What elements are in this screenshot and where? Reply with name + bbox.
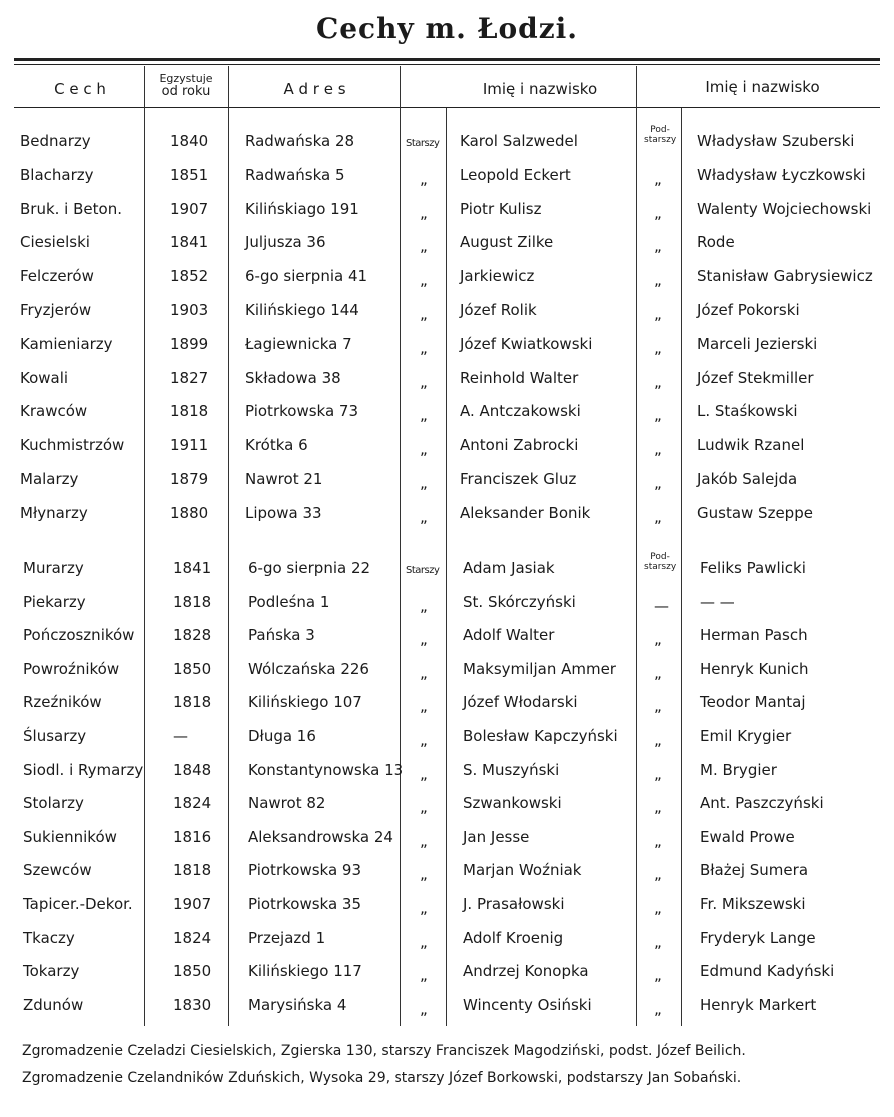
cell-rok: 1907 <box>173 895 212 913</box>
cell-name-podstarszy: Jakób Salejda <box>697 470 798 488</box>
cell-rank-podstarszy <box>654 236 662 256</box>
cell-rank-starszy: „ <box>420 237 428 255</box>
cell-rank-podstarszy <box>654 696 662 716</box>
cell-name-podstarszy: Władysław Szuberski <box>697 132 855 150</box>
rank-podstarszy-line1: „ <box>654 204 662 222</box>
rank-podstarszy-line1: „ <box>654 664 662 682</box>
cell-rank-podstarszy <box>654 270 662 290</box>
cell-rank-podstarszy <box>654 473 662 493</box>
cell-rank-podstarszy <box>644 552 676 572</box>
cell-adres: Lipowa 33 <box>245 504 322 522</box>
table-row <box>0 232 894 266</box>
rank-podstarszy-line1: „ <box>654 373 662 391</box>
cell-adres: Przejazd 1 <box>248 929 326 947</box>
rank-podstarszy-line1: „ <box>654 933 662 951</box>
cell-adres: Juljusza 36 <box>245 233 326 251</box>
rank-podstarszy-line1: „ <box>654 1000 662 1018</box>
header-adres: A d r e s <box>283 80 346 98</box>
cell-name-starszy: Bolesław Kapczyński <box>463 727 618 745</box>
cell-rok: 1903 <box>170 301 209 319</box>
rank-podstarszy-line1: „ <box>654 966 662 984</box>
footer-note-2: Zgromadzenie Czelandników Zduńskich, Wysoka 29, starszy Józef Borkowski, podstarszy Jan Sobański. <box>22 1070 742 1086</box>
cell-name-starszy: Jan Jesse <box>463 828 530 846</box>
cell-name-starszy: A. Antczakowski <box>460 402 581 420</box>
rank-podstarszy-line1: Pod- <box>650 552 670 562</box>
cell-adres: Łagiewnicka 7 <box>245 335 352 353</box>
header-cech: C e c h <box>54 80 106 98</box>
table-row <box>0 435 894 469</box>
header-year <box>146 72 226 98</box>
table-row <box>0 625 894 659</box>
cell-name-podstarszy: Błażej Sumera <box>700 861 809 879</box>
footer-note-1: Zgromadzenie Czeladzi Ciesielskich, Zgierska 130, starszy Franciszek Magodziński, podst. Józef Beilich. <box>22 1043 746 1059</box>
cell-rank-podstarszy <box>654 965 662 985</box>
cell-name-podstarszy: Fryderyk Lange <box>700 929 816 947</box>
cell-rok: 1851 <box>170 166 209 184</box>
cell-cech: Stolarzy <box>23 794 84 812</box>
cell-rok: 1818 <box>170 402 209 420</box>
rank-podstarszy-line1: — <box>654 597 669 615</box>
cell-rok: 1818 <box>173 693 212 711</box>
table-row <box>0 401 894 435</box>
cell-rok: 1907 <box>170 200 209 218</box>
cell-rank-starszy: Starszy <box>406 565 440 576</box>
cell-rok: 1911 <box>170 436 209 454</box>
cell-rok: 1899 <box>170 335 209 353</box>
rank-podstarszy-line1: „ <box>654 899 662 917</box>
cell-rank-podstarszy <box>654 898 662 918</box>
rank-podstarszy-line1: „ <box>654 865 662 883</box>
table-row <box>0 692 894 726</box>
table-row <box>0 125 894 165</box>
rank-podstarszy-line2: starszy <box>644 135 677 145</box>
cell-rank-podstarszy <box>654 203 662 223</box>
cell-name-podstarszy: Ludwik Rzanel <box>697 436 805 454</box>
cell-adres: Podleśna 1 <box>248 593 330 611</box>
cell-cech: Piekarzy <box>23 593 86 611</box>
cell-adres: Kilińskiago 191 <box>245 200 359 218</box>
cell-rok: 1818 <box>173 861 212 879</box>
cell-rank-podstarszy <box>654 730 662 750</box>
cell-cech: Malarzy <box>20 470 79 488</box>
cell-rank-podstarszy <box>654 439 662 459</box>
title-rule-thin <box>14 64 880 65</box>
cell-rank-podstarszy <box>654 864 662 884</box>
cell-name-starszy: Jarkiewicz <box>460 267 535 285</box>
cell-name-starszy: St. Skórczyński <box>463 593 576 611</box>
cell-name-starszy: J. Prasałowski <box>463 895 565 913</box>
cell-name-podstarszy: Stanisław Gabrysiewicz <box>697 267 873 285</box>
cell-name-starszy: Adam Jasiak <box>463 559 555 577</box>
table-row <box>0 199 894 233</box>
cell-name-starszy: Leopold Eckert <box>460 166 571 184</box>
cell-name-starszy: S. Muszyński <box>463 761 560 779</box>
cell-rank-starszy: „ <box>420 933 428 951</box>
cell-name-starszy: Marjan Woźniak <box>463 861 582 879</box>
cell-rank-starszy: „ <box>420 832 428 850</box>
table-row <box>0 300 894 334</box>
cell-cech: Tkaczy <box>23 929 75 947</box>
cell-rank-podstarszy <box>654 372 662 392</box>
cell-rank-podstarszy <box>654 596 669 616</box>
cell-rok: 1828 <box>173 626 212 644</box>
cell-cech: Siodl. i Rymarzy <box>23 761 144 779</box>
cell-adres: 6-go sierpnia 22 <box>248 559 371 577</box>
rank-podstarszy-line1: „ <box>654 731 662 749</box>
cell-rok: 1827 <box>170 369 209 387</box>
cell-name-starszy: Aleksander Bonik <box>460 504 591 522</box>
cell-adres: Konstantynowska 13 <box>248 761 404 779</box>
cell-rank-starszy: „ <box>420 865 428 883</box>
cell-rank-starszy: „ <box>420 1000 428 1018</box>
cell-adres: 6-go sierpnia 41 <box>245 267 368 285</box>
cell-name-starszy: Antoni Zabrocki <box>460 436 579 454</box>
cell-name-starszy: Józef Rolik <box>460 301 537 319</box>
table-row <box>0 334 894 368</box>
cell-adres: Kilińskiego 117 <box>248 962 362 980</box>
rank-podstarszy-line1: „ <box>654 765 662 783</box>
cell-rank-starszy: „ <box>420 406 428 424</box>
table-row <box>0 995 894 1029</box>
cell-rank-starszy: „ <box>420 339 428 357</box>
rank-podstarszy-line1: „ <box>654 630 662 648</box>
cell-name-podstarszy: Rode <box>697 233 735 251</box>
table-row <box>0 894 894 928</box>
cell-name-starszy: Andrzej Konopka <box>463 962 589 980</box>
cell-cech: Szewców <box>23 861 92 879</box>
cell-name-podstarszy: L. Staśkowski <box>697 402 798 420</box>
cell-name-starszy: Józef Kwiatkowski <box>460 335 593 353</box>
cell-rank-starszy: „ <box>420 373 428 391</box>
cell-rank-starszy: „ <box>420 899 428 917</box>
cell-rank-podstarszy <box>654 405 662 425</box>
cell-adres: Nawrot 82 <box>248 794 326 812</box>
header-year-line2: od roku <box>161 84 211 99</box>
cell-name-starszy: Maksymiljan Ammer <box>463 660 616 678</box>
cell-name-podstarszy: Emil Krygier <box>700 727 792 745</box>
cell-name-podstarszy: Józef Pokorski <box>697 301 800 319</box>
cell-name-podstarszy: Henryk Markert <box>700 996 817 1014</box>
cell-name-starszy: Franciszek Gluz <box>460 470 577 488</box>
cell-cech: Powroźników <box>23 660 120 678</box>
cell-rank-starszy: „ <box>420 474 428 492</box>
cell-rok: 1841 <box>173 559 212 577</box>
cell-rank-starszy: „ <box>420 765 428 783</box>
cell-cech: Blacharzy <box>20 166 94 184</box>
cell-adres: Pańska 3 <box>248 626 315 644</box>
cell-adres: Marysińska 4 <box>248 996 347 1014</box>
cell-cech: Murarzy <box>23 559 84 577</box>
cell-adres: Krótka 6 <box>245 436 308 454</box>
rank-podstarszy-line1: „ <box>654 406 662 424</box>
rank-podstarszy-line1: „ <box>654 832 662 850</box>
cell-cech: Bruk. i Beton. <box>20 200 122 218</box>
cell-rank-starszy: „ <box>420 664 428 682</box>
cell-adres: Piotrkowska 93 <box>248 861 361 879</box>
cell-rok: 1830 <box>173 996 212 1014</box>
cell-rok: 1852 <box>170 267 209 285</box>
table-row <box>0 469 894 503</box>
cell-rok: — <box>173 727 188 745</box>
cell-name-starszy: Szwankowski <box>463 794 562 812</box>
cell-rank-starszy: „ <box>420 731 428 749</box>
cell-name-podstarszy: Ant. Paszczyński <box>700 794 824 812</box>
cell-name-podstarszy: Marceli Jezierski <box>697 335 818 353</box>
cell-rank-podstarszy <box>654 338 662 358</box>
rank-podstarszy-line1: „ <box>654 305 662 323</box>
cell-rank-podstarszy <box>654 831 662 851</box>
rank-podstarszy-line1: „ <box>654 237 662 255</box>
cell-name-podstarszy: Herman Pasch <box>700 626 808 644</box>
cell-adres: Wólczańska 226 <box>248 660 369 678</box>
cell-adres: Kilińskiego 144 <box>245 301 359 319</box>
cell-cech: Felczerów <box>20 267 94 285</box>
cell-rank-podstarszy <box>654 764 662 784</box>
cell-rank-starszy: „ <box>420 798 428 816</box>
cell-cech: Tokarzy <box>23 962 80 980</box>
cell-rank-podstarszy <box>654 932 662 952</box>
cell-rank-podstarszy <box>654 629 662 649</box>
rank-podstarszy-line1: „ <box>654 697 662 715</box>
cell-rank-starszy: „ <box>420 966 428 984</box>
cell-name-starszy: Reinhold Walter <box>460 369 579 387</box>
cell-cech: Rzeźników <box>23 693 102 711</box>
cell-name-podstarszy: Walenty Wojciechowski <box>697 200 872 218</box>
cell-adres: Kilińskiego 107 <box>248 693 362 711</box>
table-row <box>0 165 894 199</box>
cell-rok: 1841 <box>170 233 209 251</box>
cell-rank-podstarszy <box>654 169 662 189</box>
cell-name-podstarszy: Feliks Pawlicki <box>700 559 806 577</box>
cell-cech: Kamieniarzy <box>20 335 113 353</box>
table-row <box>0 793 894 827</box>
cell-name-podstarszy: Henryk Kunich <box>700 660 809 678</box>
cell-rok: 1824 <box>173 794 212 812</box>
cell-adres: Długa 16 <box>248 727 316 745</box>
cell-rank-starszy: „ <box>420 204 428 222</box>
rank-podstarszy-line1: „ <box>654 271 662 289</box>
cell-name-starszy: Karol Salzwedel <box>460 132 578 150</box>
cell-adres: Piotrkowska 73 <box>245 402 358 420</box>
rank-podstarszy-line1: „ <box>654 798 662 816</box>
cell-name-starszy: Wincenty Osiński <box>463 996 592 1014</box>
title-rule <box>14 58 880 61</box>
cell-rank-starszy: „ <box>420 440 428 458</box>
rank-podstarszy-line2: starszy <box>644 562 677 572</box>
cell-rok: 1880 <box>170 504 209 522</box>
rank-podstarszy-line1: „ <box>654 440 662 458</box>
cell-cech: Zdunów <box>23 996 84 1014</box>
rank-podstarszy-line1: „ <box>654 170 662 188</box>
cell-rank-podstarszy <box>654 507 662 527</box>
cell-name-starszy: Józef Włodarski <box>463 693 578 711</box>
rank-podstarszy-line1: „ <box>654 508 662 526</box>
header-imie-2: Imię i nazwisko <box>705 78 820 96</box>
cell-adres: Radwańska 5 <box>245 166 345 184</box>
cell-name-podstarszy: Józef Stekmiller <box>697 369 814 387</box>
cell-cech: Kuchmistrzów <box>20 436 125 454</box>
cell-rank-starszy: „ <box>420 305 428 323</box>
cell-name-podstarszy: Edmund Kadyński <box>700 962 835 980</box>
cell-rank-starszy: „ <box>420 597 428 615</box>
cell-rank-starszy: „ <box>420 630 428 648</box>
table-row <box>0 928 894 962</box>
cell-rok: 1850 <box>173 660 212 678</box>
header-imie-1: Imię i nazwisko <box>482 80 598 98</box>
cell-name-starszy: August Zilke <box>460 233 554 251</box>
cell-adres: Piotrkowska 35 <box>248 895 361 913</box>
cell-name-starszy: Adolf Walter <box>463 626 555 644</box>
table-row <box>0 961 894 995</box>
cell-rank-starszy: Starszy <box>406 138 440 149</box>
table-row <box>0 266 894 300</box>
table-row <box>0 827 894 861</box>
cell-adres: Aleksandrowska 24 <box>248 828 393 846</box>
page-title: Cechy m. Łodzi. <box>315 12 579 45</box>
cell-rok: 1848 <box>173 761 212 779</box>
cell-cech: Krawców <box>20 402 88 420</box>
cell-rok: 1840 <box>170 132 209 150</box>
cell-name-podstarszy: Władysław Łyczkowski <box>697 166 866 184</box>
cell-name-podstarszy: Fr. Mikszewski <box>700 895 806 913</box>
cell-cech: Ciesielski <box>20 233 90 251</box>
cell-adres: Nawrot 21 <box>245 470 323 488</box>
cell-name-podstarszy: M. Brygier <box>700 761 777 779</box>
cell-cech: Fryzjerów <box>20 301 92 319</box>
cell-rok: 1850 <box>173 962 212 980</box>
cell-rank-starszy: „ <box>420 697 428 715</box>
table-row <box>0 726 894 760</box>
cell-rank-starszy: „ <box>420 271 428 289</box>
cell-adres: Radwańska 28 <box>245 132 355 150</box>
table-row <box>0 659 894 693</box>
rank-podstarszy-line1: „ <box>654 339 662 357</box>
table-row <box>0 760 894 794</box>
cell-cech: Pończoszników <box>23 626 135 644</box>
table-row <box>0 368 894 402</box>
cell-cech: Kowali <box>20 369 69 387</box>
header-year-line1: Egzystuje <box>159 72 213 85</box>
cell-name-starszy: Piotr Kulisz <box>460 200 542 218</box>
cell-rank-podstarszy <box>654 797 662 817</box>
cell-rank-podstarszy <box>644 125 676 145</box>
cell-rok: 1879 <box>170 470 209 488</box>
rank-podstarszy-line1: „ <box>654 474 662 492</box>
cell-rok: 1816 <box>173 828 212 846</box>
cell-rank-starszy: „ <box>420 170 428 188</box>
cell-rank-starszy: „ <box>420 508 428 526</box>
cell-name-podstarszy: Teodor Mantaj <box>700 693 806 711</box>
cell-cech: Tapicer.-Dekor. <box>23 895 133 913</box>
cell-name-podstarszy: Ewald Prowe <box>700 828 795 846</box>
cell-adres: Składowa 38 <box>245 369 341 387</box>
cell-name-podstarszy: — — <box>700 593 735 611</box>
cell-rok: 1818 <box>173 593 212 611</box>
cell-rank-podstarszy <box>654 304 662 324</box>
cell-rok: 1824 <box>173 929 212 947</box>
cell-cech: Bednarzy <box>20 132 91 150</box>
cell-rank-podstarszy <box>654 663 662 683</box>
table-row <box>0 503 894 537</box>
cell-rank-podstarszy <box>654 999 662 1019</box>
rank-podstarszy-line1: Pod- <box>650 125 670 135</box>
cell-name-podstarszy: Gustaw Szeppe <box>697 504 813 522</box>
cell-cech: Ślusarzy <box>23 727 87 745</box>
table-row <box>0 860 894 894</box>
cell-cech: Młynarzy <box>20 504 88 522</box>
cell-cech: Sukienników <box>23 828 117 846</box>
cell-name-starszy: Adolf Kroenig <box>463 929 564 947</box>
table-row <box>0 592 894 626</box>
table-row <box>0 552 894 592</box>
